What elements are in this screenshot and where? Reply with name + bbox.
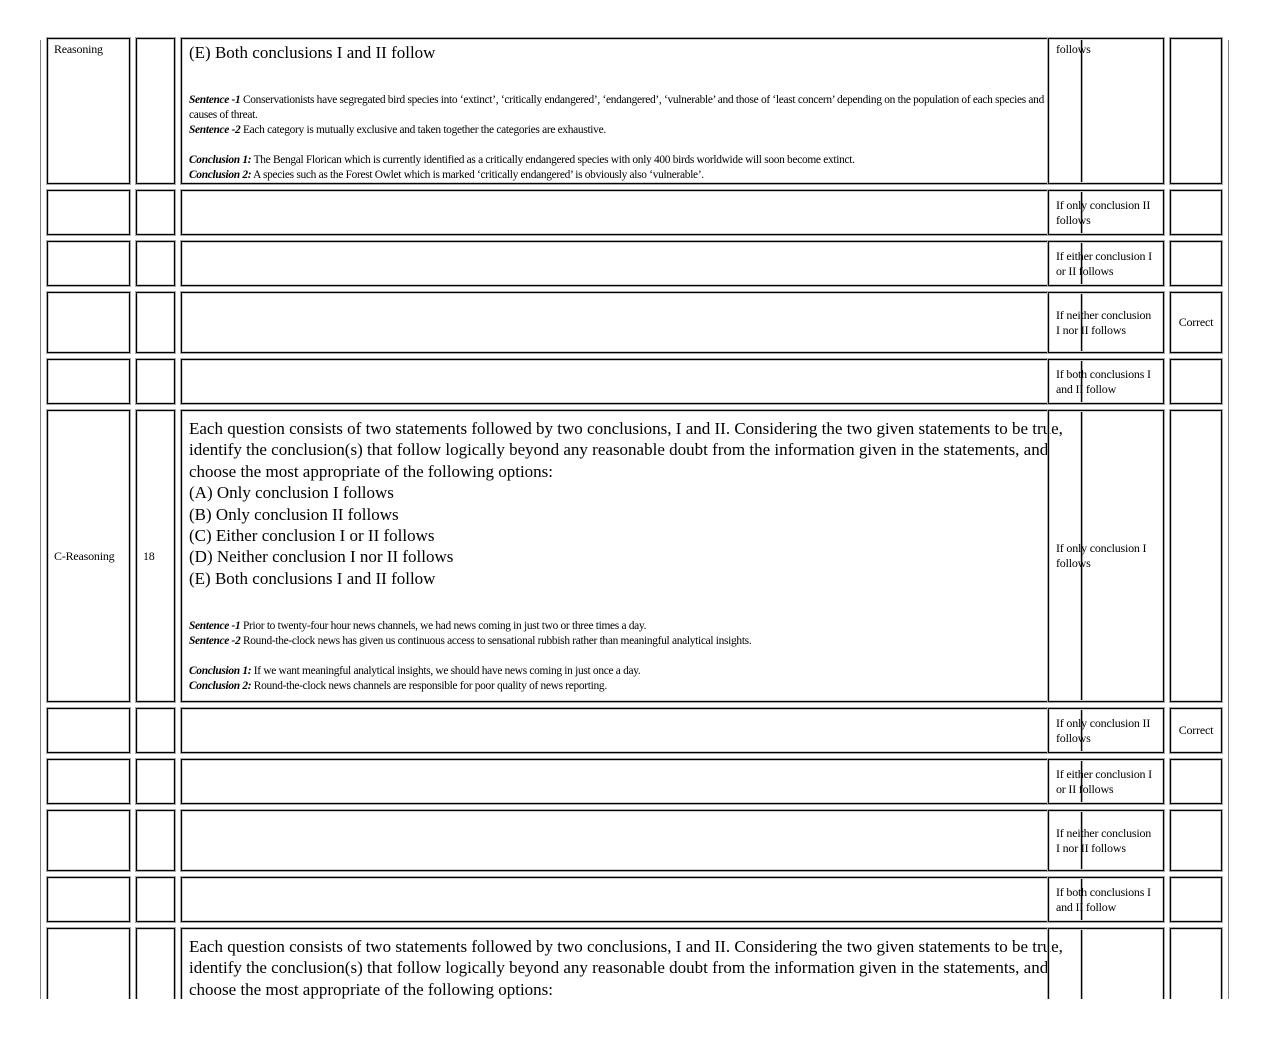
question-cell <box>181 241 1082 286</box>
answer-option: If only conclusion II follows <box>1056 715 1151 745</box>
status-cell <box>1170 241 1222 286</box>
section-cell <box>47 759 130 804</box>
question-cell <box>181 877 1082 922</box>
answer-option: If only conclusion II follows <box>1056 197 1151 227</box>
section-label: Reasoning <box>54 42 103 56</box>
question-cell <box>181 810 1082 871</box>
table-row <box>40 241 1229 286</box>
sentence-2-text: Each category is mutually exclusive and taken together the categories are exhaustive. <box>240 124 606 137</box>
question-cell <box>181 359 1082 404</box>
sentence-2-text: Round-the-clock news has given us continuous access to sensational rubbish rather than meaningful analytical insights. <box>240 635 752 648</box>
status-cell <box>1170 877 1222 922</box>
status-cell <box>1170 708 1222 753</box>
table-row <box>40 708 1229 753</box>
number-cell <box>136 759 175 804</box>
option-e: (E) Both conclusions I and II follow <box>189 43 436 62</box>
sentence-1-label: Sentence -1 <box>189 94 241 107</box>
question-cell <box>181 190 1082 235</box>
number-cell <box>136 38 175 184</box>
table-row <box>40 810 1229 871</box>
option-d: (D) Neither conclusion I nor II follows <box>189 547 454 567</box>
number-cell <box>136 190 175 235</box>
section-label: C-Reasoning <box>54 548 115 563</box>
conclusion-2-text: A species such as the Forest Owlet which is marked ‘critically endangered’ is obviously also ‘vulnerable’. <box>251 169 704 182</box>
answer-cell <box>1048 410 1164 702</box>
sentence-2-label: Sentence -2 <box>189 635 241 648</box>
number-cell <box>136 877 175 922</box>
status-cell <box>1170 410 1222 702</box>
answer-option: If both conclusions I and II follow <box>1056 884 1151 914</box>
answer-option: If either conclusion I or II follows <box>1056 766 1152 796</box>
conclusion-1-text: The Bengal Florican which is currently identified as a critically endangered species with only 400 birds worldwide will soon become extinct. <box>251 154 855 167</box>
answer-cell <box>1048 708 1164 753</box>
table-row <box>40 190 1229 235</box>
status-cell <box>1170 359 1222 404</box>
number-cell <box>136 359 175 404</box>
status-cell <box>1170 810 1222 871</box>
sentence-1-text: Conservationists have segregated bird species into ‘extinct’, ‘critically endangered’, ‘endangered’, ‘vulnerable’ and those of ‘least concern’ depending on the population of each species and causes of threat. <box>189 94 1044 122</box>
answer-cell <box>1048 877 1164 922</box>
status-cell <box>1170 38 1222 184</box>
conclusion-1-label: Conclusion 1: <box>189 154 252 167</box>
options-list <box>189 482 1071 589</box>
answer-cell <box>1048 359 1164 404</box>
number-cell <box>136 810 175 871</box>
section-cell <box>47 810 130 871</box>
section-cell <box>47 410 130 702</box>
table-row <box>40 38 1229 184</box>
question-cell <box>181 759 1082 804</box>
conclusion-2-label: Conclusion 2: <box>189 169 252 182</box>
conclusion-1-text: If we want meaningful analytical insights, we should have news coming in just once a day. <box>251 665 641 678</box>
sentence-1-text: Prior to twenty-four hour news channels, we had news coming in just two or three times a day. <box>240 620 647 633</box>
table-row <box>40 359 1229 404</box>
question-cell <box>181 410 1082 702</box>
section-cell <box>47 292 130 353</box>
question-number: 18 <box>143 548 155 563</box>
status-cell <box>1170 190 1222 235</box>
conclusion-2-text: Round-the-clock news channels are responsible for poor quality of news reporting. <box>251 680 607 693</box>
statements <box>189 619 1071 694</box>
answer-option: If neither conclusion I nor II follows <box>1056 307 1152 337</box>
conclusion-2-label: Conclusion 2: <box>189 680 252 693</box>
answer-option: If both conclusions I and II follow <box>1056 366 1151 396</box>
answer-cell <box>1048 241 1164 286</box>
answer-cell <box>1048 759 1164 804</box>
option-a: (A) Only conclusion I follows <box>189 483 394 503</box>
table-row <box>40 759 1229 804</box>
question-text: Each question consists of two statements followed by two conclusions, I and II. Considering the two given statements to be true, identify the conclusion(s) that follow logically beyond any reasonable doubt from the information given in the statements, and choose the most appropriate of the following options: <box>189 937 1063 999</box>
correct-badge: Correct <box>1178 315 1214 329</box>
number-cell <box>136 292 175 353</box>
statements <box>189 93 1071 183</box>
table-row <box>40 292 1229 353</box>
option-b: (B) Only conclusion II follows <box>189 504 399 524</box>
number-cell <box>136 241 175 286</box>
sentence-2-label: Sentence -2 <box>189 124 241 137</box>
number-cell <box>136 410 175 702</box>
sentence-1-label: Sentence -1 <box>189 620 241 633</box>
answer-option: If either conclusion I or II follows <box>1056 248 1152 278</box>
answer-cell <box>1048 190 1164 235</box>
section-cell <box>47 877 130 922</box>
section-cell <box>47 359 130 404</box>
question-cell <box>181 708 1082 753</box>
answer-cell <box>1048 292 1164 353</box>
table-row <box>40 410 1229 702</box>
section-cell <box>47 190 130 235</box>
option-c: (C) Either conclusion I or II follows <box>189 526 435 546</box>
question-text: Each question consists of two statements followed by two conclusions, I and II. Considering the two given statements to be true, identify the conclusion(s) that follow logically beyond any reasonable doubt from the information given in the statements, and choose the most appropriate of the following options: <box>189 419 1063 481</box>
table-row <box>40 877 1229 922</box>
answer-cell <box>1048 810 1164 871</box>
section-cell <box>47 241 130 286</box>
page-bottom-mask <box>0 999 1269 1040</box>
section-cell <box>47 708 130 753</box>
answer-option: follows <box>1056 42 1091 56</box>
option-e: (E) Both conclusions I and II follow <box>189 568 436 588</box>
status-cell <box>1170 759 1222 804</box>
question-cell <box>181 292 1082 353</box>
conclusion-1-label: Conclusion 1: <box>189 665 252 678</box>
question-cell <box>181 38 1082 184</box>
status-cell <box>1170 292 1222 353</box>
number-cell <box>136 708 175 753</box>
section-cell <box>47 38 130 184</box>
answer-option: If only conclusion I follows <box>1056 541 1147 570</box>
answer-cell <box>1048 38 1164 184</box>
correct-badge: Correct <box>1178 723 1214 737</box>
answer-option: If neither conclusion I nor II follows <box>1056 825 1152 855</box>
